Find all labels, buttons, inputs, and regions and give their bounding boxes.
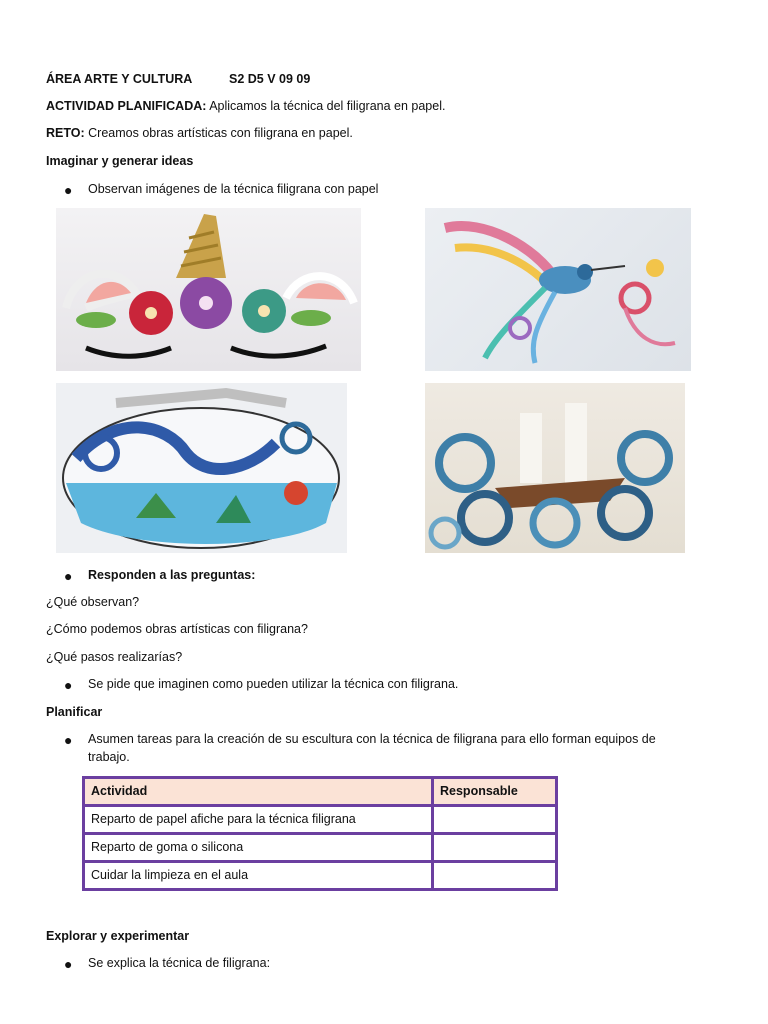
section-title-text: Imaginar y generar ideas	[46, 154, 194, 168]
bullet-tasks-line1: Asumen tareas para la creación de su escultura con la técnica de filigrana para ello forman equipos de	[88, 732, 656, 746]
table-cell	[433, 806, 557, 834]
activity-line	[46, 99, 445, 114]
table-cell: Cuidar la limpieza en el aula	[84, 862, 433, 890]
tasks-table	[82, 776, 558, 891]
section-planificar-title	[46, 705, 102, 720]
flower-purple	[180, 277, 232, 329]
bullet-explain: Se explica la técnica de filigrana:	[88, 956, 271, 970]
ship-waves-quilling-art	[425, 383, 685, 553]
table-row	[84, 834, 557, 862]
bullet-respond-text: Responden a las preguntas:	[88, 568, 256, 582]
section-explorar-title	[46, 929, 189, 944]
bullet-dot: ●	[64, 182, 73, 198]
table-header-cell: Actividad	[84, 778, 433, 806]
table-cell	[433, 834, 557, 862]
bullet-imagine: Se pide que imaginen como pueden utilizar la técnica con filigrana.	[88, 677, 459, 691]
flower-teal	[242, 289, 286, 333]
table-cell: Reparto de goma o silicona	[84, 834, 433, 862]
table-row	[84, 806, 557, 834]
flower-red	[129, 291, 173, 335]
area-title: ÁREA ARTE Y CULTURA	[46, 72, 193, 86]
ship-waves-quilling-image	[425, 383, 685, 553]
table-header-row	[84, 778, 557, 806]
question-3: ¿Qué pasos realizarías?	[46, 650, 183, 664]
question-1: ¿Qué observan?	[46, 595, 140, 609]
hummingbird-quilling-image	[425, 208, 691, 371]
table-cell	[433, 862, 557, 890]
bullet-respond	[88, 568, 255, 583]
ocean-circle-quilling-art	[56, 383, 347, 553]
challenge-label: RETO:	[46, 126, 85, 140]
session-code: S2 D5 V 09 09	[229, 72, 311, 86]
ocean-circle-quilling-image	[56, 383, 347, 553]
bullet-dot: ●	[64, 677, 73, 693]
question-2: ¿Cómo podemos obras artísticas con filigrana?	[46, 622, 308, 636]
unicorn-quilling-art	[56, 208, 361, 371]
unicorn-quilling-image	[56, 208, 361, 371]
section-title-text: Planificar	[46, 705, 103, 719]
bullet-dot: ●	[64, 956, 73, 972]
bullet-dot: ●	[64, 568, 73, 584]
section-imaginar-title	[46, 154, 193, 169]
bullet-observe: Observan imágenes de la técnica filigrana con papel	[88, 182, 379, 196]
activity-label: ACTIVIDAD PLANIFICADA:	[46, 99, 207, 113]
table-header-cell: Responsable	[433, 778, 557, 806]
challenge-text: Creamos obras artísticas con filigrana en papel.	[84, 126, 353, 140]
bullet-dot: ●	[64, 732, 73, 748]
table-row	[84, 862, 557, 890]
bullet-tasks-line2: trabajo.	[88, 750, 130, 764]
section-title-text: Explorar y experimentar	[46, 929, 190, 943]
challenge-line	[46, 126, 353, 141]
hummingbird-quilling-art	[425, 208, 691, 371]
table-cell: Reparto de papel afiche para la técnica filigrana	[84, 806, 433, 834]
header-line	[46, 72, 311, 87]
activity-text: Aplicamos la técnica del filigrana en papel.	[206, 99, 446, 113]
